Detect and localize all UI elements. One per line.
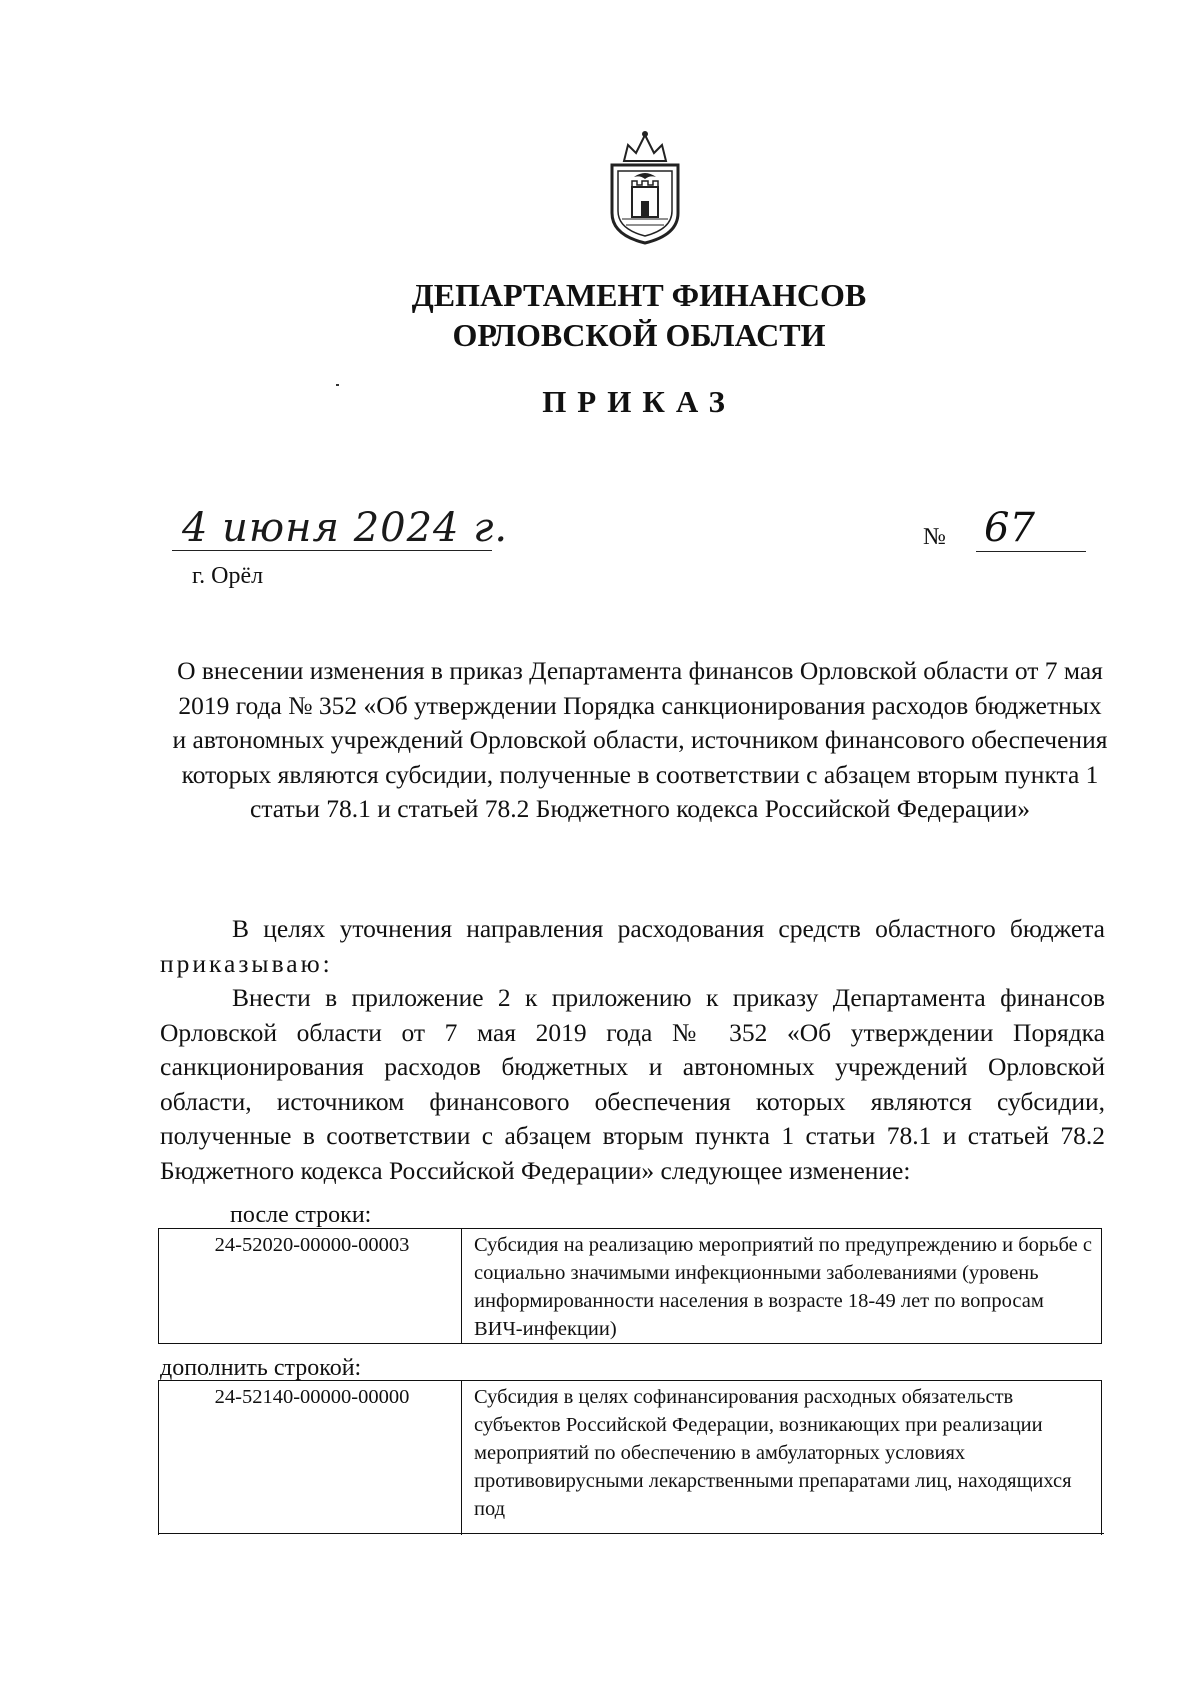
number-underline: [976, 551, 1086, 552]
budget-code-cell: 24-52140-00000-00000: [159, 1381, 462, 1536]
table-row: [159, 1229, 1102, 1344]
preamble-paragraph: [160, 912, 1105, 981]
city-name: г. Орёл: [192, 563, 264, 589]
org-name-line-2: ОРЛОВСКОЙ ОБЛАСТИ: [452, 317, 826, 353]
amendment-paragraph: Внести в приложение 2 к приложению к приказу Департамента финансов Орловской области от 7 мая 2019 года № 352 «Об утверждении Порядка санкционирования расходов бюджетных и автономных учреждений Орловской области, источником финансового обеспечения которых являются субсидии, полученные в соответствии с абзацем вторым пункта 1 статьи 78.1 и статьей 78.2 Бюджетного кодекса Российской Федерации» следующее изменение:: [160, 983, 1105, 1185]
page-cut-line: [158, 1533, 1104, 1534]
order-word: приказываю:: [160, 948, 333, 978]
handwritten-date: 4 июня 2024 г.: [182, 505, 509, 551]
date-underline: [172, 550, 492, 551]
scan-speck: [336, 384, 339, 386]
table-row: [159, 1381, 1102, 1536]
subsidy-description-cell: Субсидия в целях софинансирования расходных обязательств субъектов Российской Федерации, возникающих при реализации мероприятий по обеспечению в амбулаторных условиях противовирусными лекарственными препаратами лиц, находящихся под: [462, 1381, 1102, 1536]
document-type: ПРИКАЗ: [542, 384, 736, 419]
preamble-text: В целях уточнения направления расходования средств областного бюджета: [232, 914, 1105, 943]
coat-of-arms-icon: [604, 127, 686, 247]
org-name-line-1: ДЕПАРТАМЕНТ ФИНАНСОВ: [411, 277, 867, 313]
add-row-label: дополнить строкой:: [160, 1355, 362, 1381]
after-row-label: после строки:: [230, 1202, 372, 1228]
order-subject: О внесении изменения в приказ Департамента финансов Орловской области от 7 мая 2019 года № 352 «Об утверждении Порядка санкционирования расходов бюджетных и автономных учреждений Орловской области, источником финансового обеспечения которых являются субсидии, полученные в соответствии с абзацем вторым пункта 1 статьи 78.1 и статьей 78.2 Бюджетного кодекса Российской Федерации»: [172, 656, 1108, 823]
subsidy-description-cell: Субсидия на реализацию мероприятий по предупреждению и борьбе с социально значимыми инфекционными заболеваниями (уровень информированности населения в возрасте 18-49 лет по вопросам ВИЧ-инфекции): [462, 1229, 1102, 1344]
existing-row-table: [158, 1228, 1102, 1344]
budget-code-cell: 24-52020-00000-00003: [159, 1229, 462, 1344]
number-sign: №: [923, 524, 946, 550]
handwritten-number: 67: [984, 505, 1035, 551]
new-row-table: [158, 1380, 1102, 1535]
